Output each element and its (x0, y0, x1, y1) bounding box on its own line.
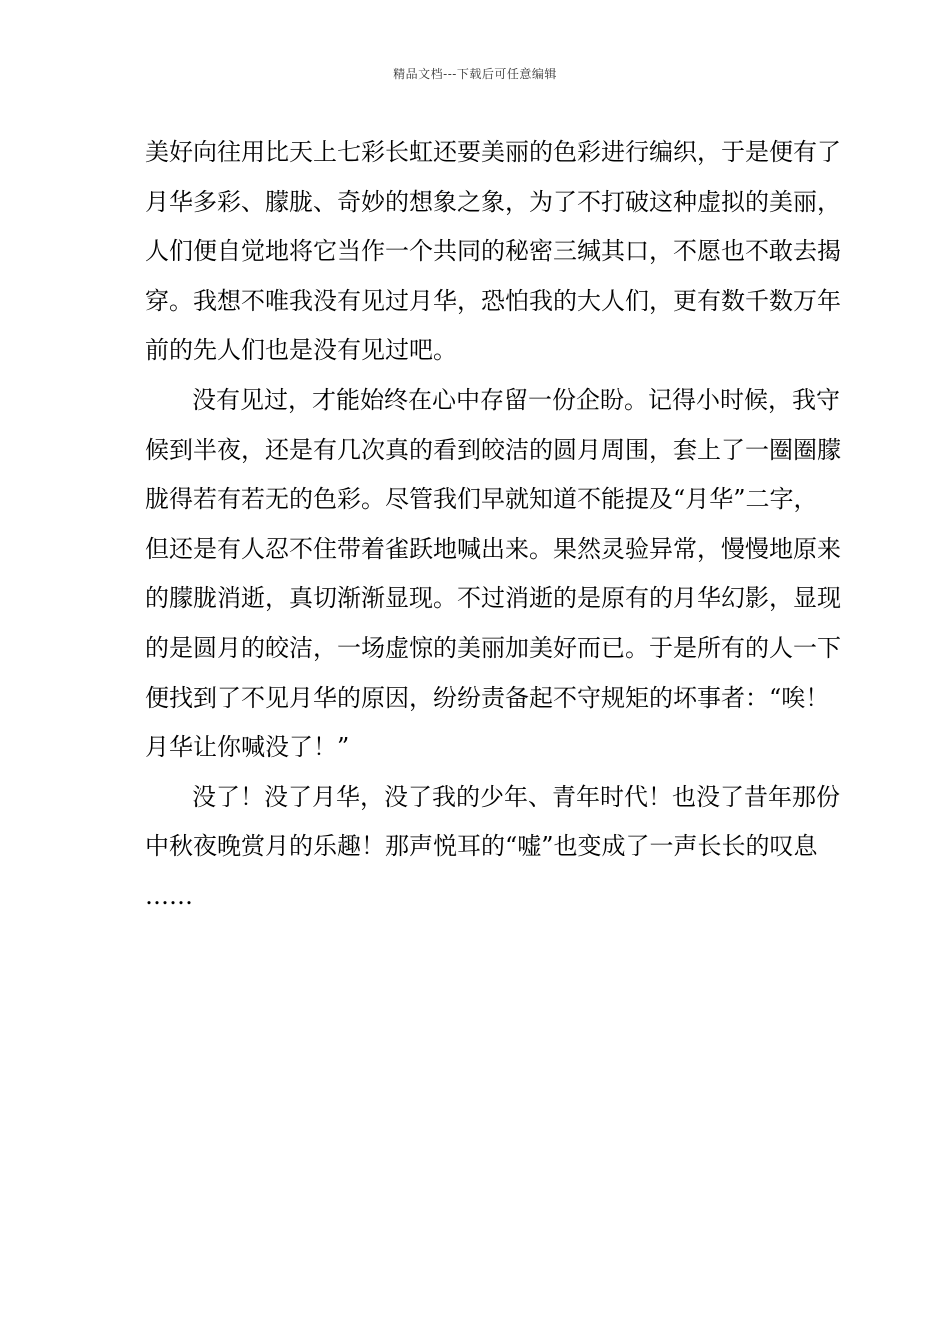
text-line: …… (145, 881, 193, 910)
article-body (145, 128, 841, 922)
text-line: 没了！没了月华，没了我的少年、青年时代！也没了昔年那份 (192, 782, 840, 811)
text-line: 前的先人们也是没有见过吧。 (145, 336, 457, 365)
text-line: 穿。我想不唯我没有见过月华，恐怕我的大人们，更有数千数万年 (145, 286, 841, 315)
text-line: 美好向往用比天上七彩长虹还要美丽的色彩进行编织，于是便有了 (145, 138, 841, 166)
text-line: 人们便自觉地将它当作一个共同的秘密三缄其口，不愿也不敢去揭 (145, 237, 841, 266)
paragraph (145, 376, 841, 773)
text-line: 月华多彩、朦胧、奇妙的想象之象，为了不打破这种虚拟的美丽， (145, 187, 841, 216)
text-line: 便找到了不见月华的原因，纷纷责备起不守规矩的坏事者：“唉！ (145, 683, 830, 712)
text-line: 的是圆月的皎洁，一场虚惊的美丽加美好而已。于是所有的人一下 (145, 633, 841, 662)
text-line: 但还是有人忍不住带着雀跃地喊出来。果然灵验异常，慢慢地原来 (145, 534, 841, 563)
text-line: 月华让你喊没了！” (145, 733, 350, 762)
text-line: 胧得若有若无的色彩。尽管我们早就知道不能提及“月华”二字， (145, 485, 818, 514)
text-line: 候到半夜，还是有几次真的看到皎洁的圆月周围，套上了一圈圈朦 (145, 435, 841, 464)
paragraph (145, 773, 840, 922)
text-line: 中秋夜晚赏月的乐趣！那声悦耳的“嘘”也变成了一声长长的叹息 (145, 832, 818, 861)
page-header: 精品文档---下载后可任意编辑 (393, 67, 557, 81)
text-line: 没有见过，才能始终在心中存留一份企盼。记得小时候，我守 (192, 385, 840, 414)
text-line: 的朦胧消逝，真切渐渐显现。不过消逝的是原有的月华幻影，显现 (145, 584, 841, 613)
paragraph (145, 128, 841, 376)
